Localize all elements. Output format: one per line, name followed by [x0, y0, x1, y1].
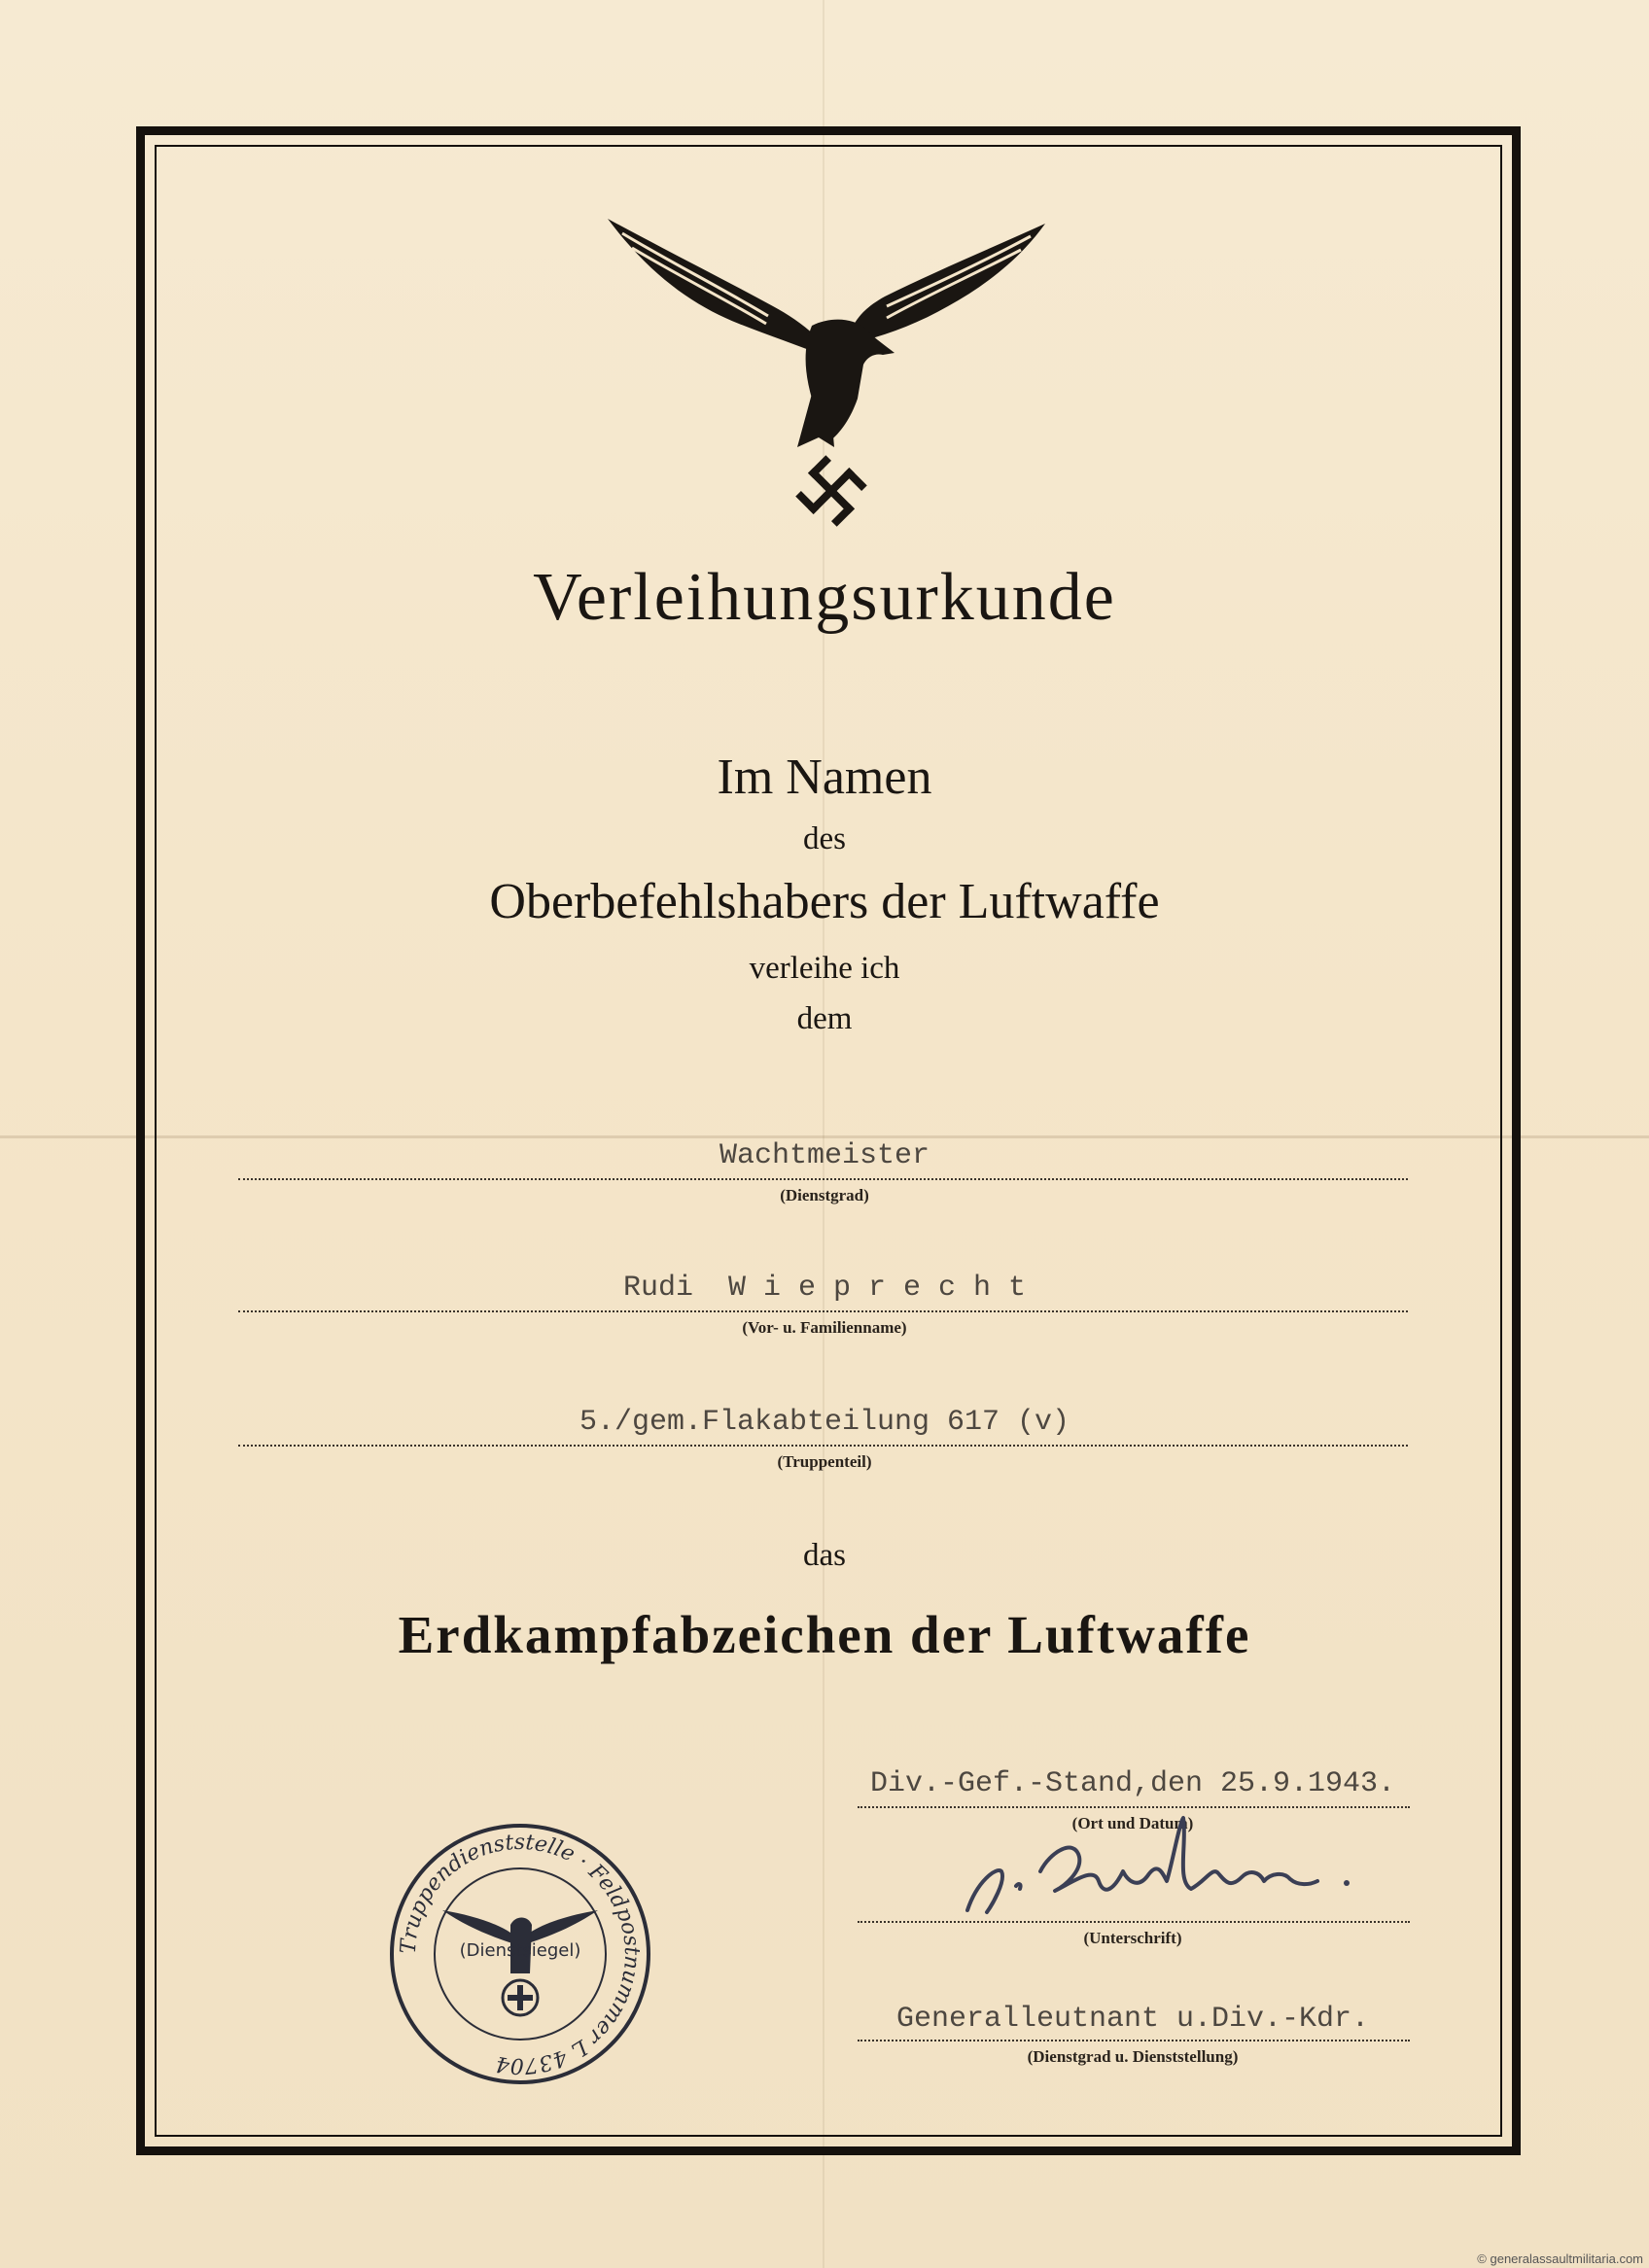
line-verleihe: verleihe ich	[749, 951, 900, 986]
name-caption: (Vor- u. Familienname)	[742, 1318, 907, 1337]
position-value: Generalleutnant u.Div.-Kdr.	[895, 2003, 1370, 2036]
rank-caption: (Dienstgrad)	[780, 1186, 869, 1204]
stamp-caption: (Dienstsiegel)	[459, 1940, 581, 1961]
line-im-namen: Im Namen	[717, 750, 932, 805]
place-date-value: Div.-Gef.-Stand,den 25.9.1943.	[869, 1767, 1396, 1800]
place-date-dotted-line	[858, 1806, 1410, 1808]
name-value: Rudi W i e p r e c h t	[622, 1272, 1027, 1305]
unit-value: 5./gem.Flakabteilung 617 (v)	[579, 1406, 1070, 1439]
signature-caption: (Unterschrift)	[1083, 1929, 1182, 1947]
signature-dotted-line	[858, 1921, 1410, 1923]
signature-image	[958, 1813, 1386, 1920]
official-stamp-icon	[384, 1818, 656, 2090]
eagle-emblem-icon	[603, 209, 1050, 530]
name-dotted-line	[238, 1310, 1408, 1312]
watermark-text: © generalassaultmilitaria.com	[1477, 2251, 1643, 2266]
line-dem: dem	[796, 1001, 853, 1036]
svg-text:Truppendienststelle · Feldpost: Truppendienststelle · Feldpostnummer L 43704	[396, 1830, 645, 2078]
position-dotted-line	[858, 2040, 1410, 2041]
unit-dotted-line	[238, 1445, 1408, 1447]
line-das: das	[803, 1538, 846, 1573]
line-des: des	[803, 821, 846, 856]
place-date-caption: (Ort und Datum)	[1071, 1814, 1194, 1832]
rank-dotted-line	[238, 1178, 1408, 1180]
position-caption: (Dienstgrad u. Dienststellung)	[1027, 2047, 1239, 2066]
document-title: Verleihungsurkunde	[533, 560, 1116, 635]
unit-caption: (Truppenteil)	[777, 1452, 872, 1471]
award-name: Erdkampfabzeichen der Luftwaffe	[398, 1605, 1251, 1664]
line-oberbefehlshaber: Oberbefehlshabers der Luftwaffe	[489, 874, 1160, 929]
rank-value: Wachtmeister	[719, 1139, 930, 1172]
